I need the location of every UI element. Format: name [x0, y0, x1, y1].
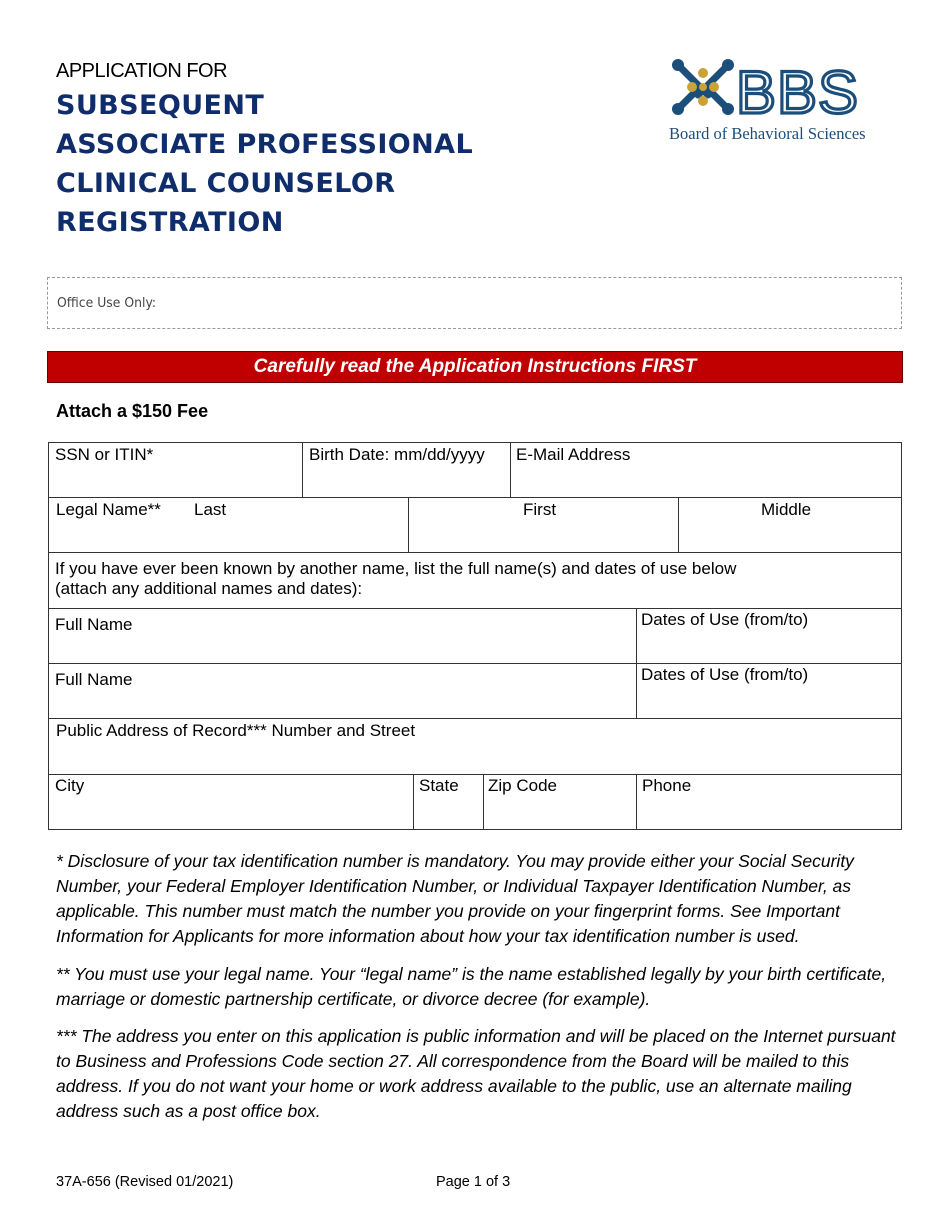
- phone-field[interactable]: [636, 774, 902, 830]
- zip-code-field[interactable]: [483, 774, 637, 830]
- first-name-field[interactable]: [408, 497, 679, 553]
- full-name-field-2[interactable]: [48, 663, 637, 719]
- form-title-line-4: REGISTRATION: [56, 207, 284, 238]
- form-kicker: APPLICATION FOR: [56, 60, 228, 82]
- address-field[interactable]: [48, 718, 902, 775]
- form-id: 37A-656 (Revised 01/2021): [56, 1174, 234, 1190]
- dates-of-use-label-2: Dates of Use (from/to): [641, 665, 809, 684]
- other-names-note: If you have ever been known by another name, list the full name(s) and dates of use below: [55, 559, 737, 578]
- middle-name-label: Middle: [761, 500, 812, 519]
- zip-code-label: Zip Code: [488, 776, 557, 795]
- legal-name-note: [56, 962, 906, 1012]
- ssn-label: SSN or ITIN*: [55, 445, 154, 464]
- full-name-label-1: Full Name: [55, 615, 133, 634]
- office-use-box: [47, 277, 902, 329]
- state-field[interactable]: [413, 774, 484, 830]
- office-use-label: Office Use Only:: [57, 295, 157, 311]
- legal-name-note-text: ** You must use your legal name. Your “legal name” is the name established legally by your birth certificate, marriage or domestic partnership certificate, or divorce decree (for example).: [56, 964, 887, 1009]
- dates-of-use-label-1: Dates of Use (from/to): [641, 610, 809, 629]
- dates-of-use-field-1[interactable]: [636, 608, 902, 664]
- other-names-instructions: [48, 552, 902, 609]
- address-note: [56, 1024, 906, 1124]
- email-label: E-Mail Address: [516, 445, 631, 464]
- phone-label: Phone: [642, 776, 692, 795]
- birth-date-field[interactable]: [302, 442, 511, 498]
- form-title-line-1: SUBSEQUENT: [56, 90, 265, 121]
- full-name-label-2: Full Name: [55, 670, 133, 689]
- bbs-acronym: BBS: [736, 59, 860, 126]
- first-name-label: First: [523, 500, 557, 519]
- instructions-banner: Carefully read the Application Instructions FIRST: [47, 351, 903, 383]
- city-field[interactable]: [48, 774, 414, 830]
- address-note-text: *** The address you enter on this application is public information and will be placed on the Internet pursuant to Business and Professions Code section 27. All correspondence from the Board will be mailed to this address. If you do not want your home or work address available to the public, use an alternate mailing address such as a post office box.: [56, 1026, 896, 1121]
- last-name-label: Last: [194, 500, 227, 519]
- birth-date-label: Birth Date: mm/dd/yyyy: [309, 445, 485, 464]
- last-name-field[interactable]: [48, 497, 409, 553]
- middle-name-field[interactable]: [678, 497, 902, 553]
- form-title-line-3: CLINICAL COUNSELOR: [56, 168, 396, 199]
- address-label: Public Address of Record*** Number and Street: [56, 721, 416, 740]
- dates-of-use-field-2[interactable]: [636, 663, 902, 719]
- other-names-note-2: (attach any additional names and dates):: [55, 579, 363, 598]
- page-number: Page 1 of 3: [436, 1174, 511, 1190]
- tax-id-note-text: * Disclosure of your tax identification number is mandatory. You may provide either your Social Security Number, your Federal Employer Identification Number, or Individual Taxpayer Identification Number, as applicable. This number must match the number you provide on your fingerprint forms. See Important Information for Applicants for more information about how your tax identification number is used.: [56, 851, 854, 946]
- fee-heading: Attach a $150 Fee: [56, 401, 209, 421]
- form-title-line-2: ASSOCIATE PROFESSIONAL: [56, 129, 474, 160]
- legal-name-label: Legal Name**: [56, 500, 161, 519]
- molecule-icon: [672, 59, 734, 115]
- email-field[interactable]: [510, 442, 902, 498]
- city-label: City: [55, 776, 85, 795]
- ssn-field[interactable]: [48, 442, 303, 498]
- state-label: State: [419, 776, 459, 795]
- board-name: Board of Behavioral Sciences: [669, 124, 866, 143]
- full-name-field-1[interactable]: [48, 608, 637, 664]
- tax-id-note: [56, 849, 906, 949]
